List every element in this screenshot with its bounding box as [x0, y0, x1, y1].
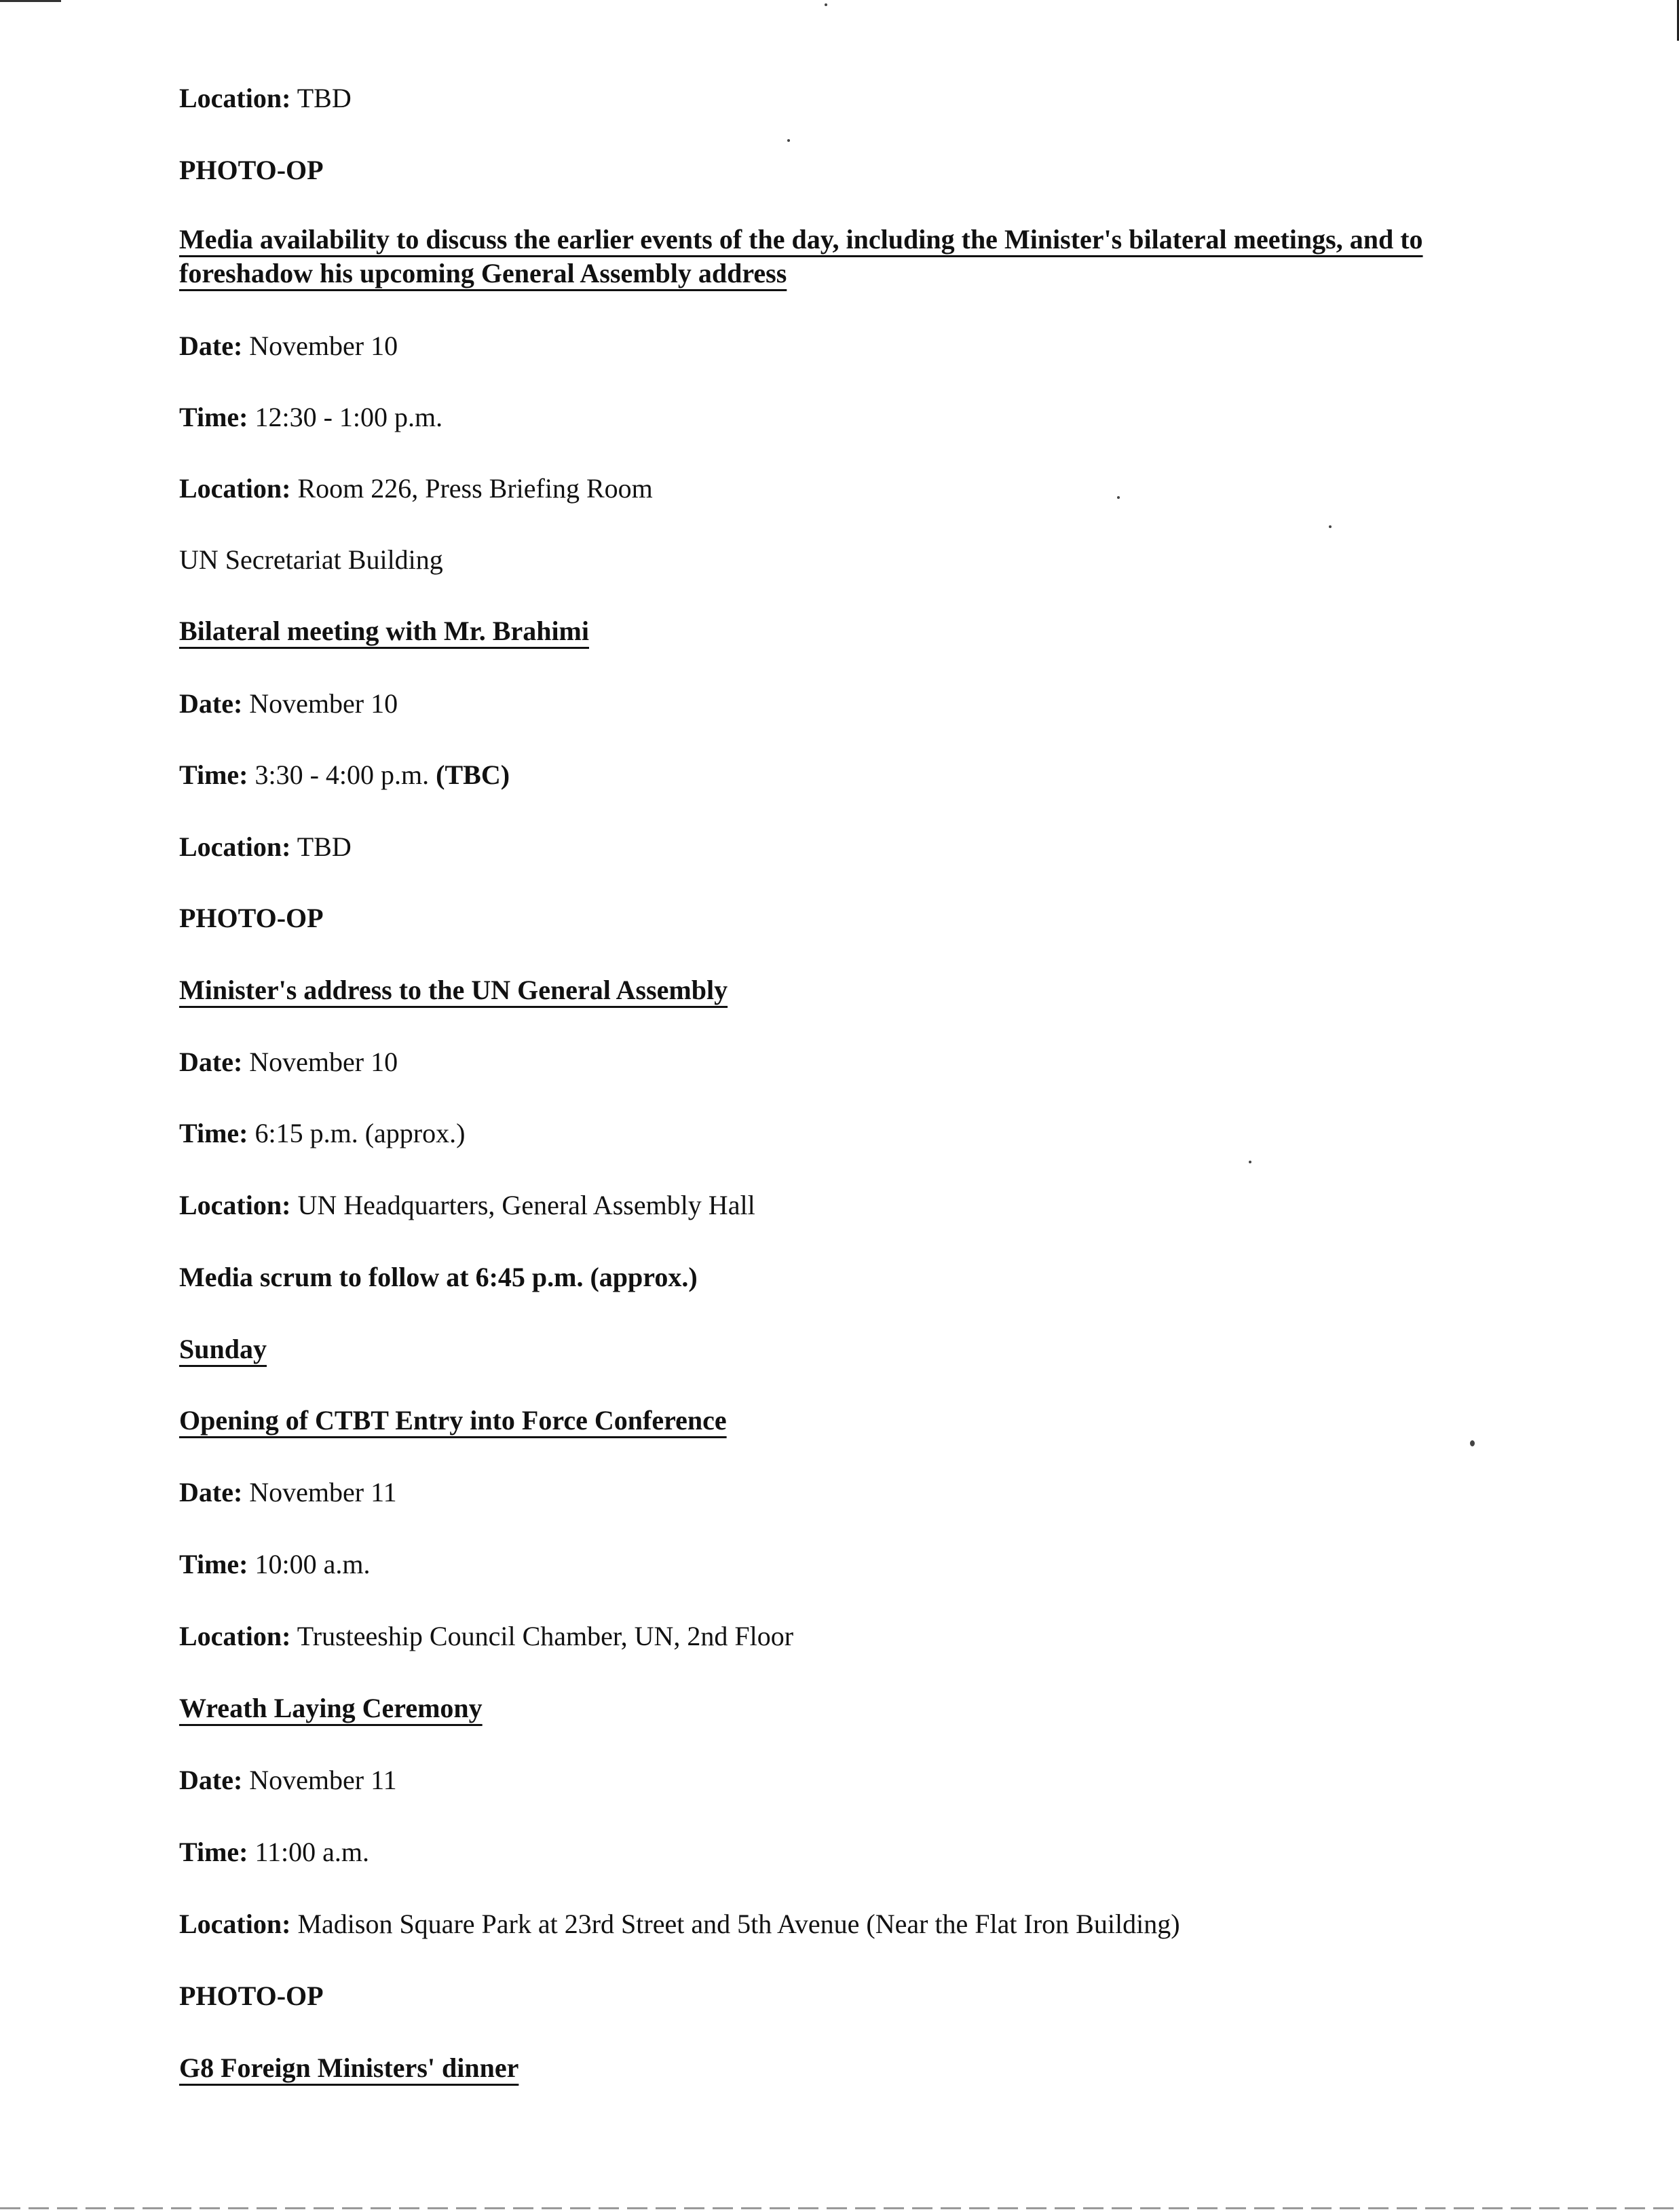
field-label: Time:	[179, 1118, 248, 1148]
field-value: TBD	[290, 831, 352, 862]
event-title-ctbt-conference: Opening of CTBT Entry into Force Conference	[179, 1405, 727, 1436]
scan-speck	[1329, 525, 1332, 528]
date-line	[179, 1045, 398, 1079]
time-line	[179, 1548, 370, 1581]
scan-speck	[1249, 1161, 1251, 1163]
date-line	[179, 1763, 397, 1797]
event-title-wreath-laying: Wreath Laying Ceremony	[179, 1693, 483, 1723]
date-line	[179, 687, 398, 721]
location-line	[179, 1188, 755, 1222]
location-line	[179, 830, 352, 864]
time-line	[179, 400, 442, 434]
scan-edge-mark	[0, 2207, 1679, 2209]
time-line	[179, 758, 510, 792]
field-value: 11:00 a.m.	[248, 1837, 369, 1867]
event-title-g8-dinner: G8 Foreign Ministers' dinner	[179, 2052, 519, 2083]
field-label: Location:	[179, 83, 291, 113]
location-line	[179, 1907, 1180, 1941]
field-value: Madison Square Park at 23rd Street and 5th Avenue (Near the Flat Iron Building)	[290, 1909, 1180, 1939]
field-value: Room 226, Press Briefing Room	[290, 473, 653, 504]
field-value: 12:30 - 1:00 p.m.	[248, 402, 443, 432]
scan-speck	[787, 139, 790, 142]
scan-edge-mark	[0, 0, 61, 2]
field-label: Location:	[179, 1190, 291, 1220]
field-label: Time:	[179, 402, 248, 432]
field-label: Date:	[179, 1047, 243, 1077]
field-value: November 10	[242, 1047, 398, 1077]
date-line	[179, 1476, 397, 1510]
time-line	[179, 1835, 369, 1869]
field-value: 3:30 - 4:00 p.m.	[248, 760, 436, 790]
tbc-note: (TBC)	[436, 760, 510, 790]
field-value: November 11	[242, 1477, 397, 1507]
field-label: Location:	[179, 1909, 291, 1939]
event-title-bilateral-meeting: Bilateral meeting with Mr. Brahimi	[179, 616, 589, 646]
location-line	[179, 1619, 793, 1653]
scan-speck	[825, 3, 827, 6]
field-value: UN Headquarters, General Assembly Hall	[290, 1190, 755, 1220]
scan-speck	[1470, 1440, 1475, 1446]
field-value: November 10	[242, 688, 398, 719]
field-label: Date:	[179, 688, 243, 719]
photo-op-heading: PHOTO-OP	[179, 1981, 324, 2011]
location-continuation: UN Secretariat Building	[179, 544, 443, 575]
field-value: November 10	[242, 331, 398, 361]
time-line	[179, 1117, 465, 1150]
field-value: 6:15 p.m. (approx.)	[248, 1118, 466, 1148]
date-line	[179, 329, 398, 363]
photo-op-heading: PHOTO-OP	[179, 155, 324, 185]
field-value: 10:00 a.m.	[248, 1549, 371, 1579]
field-label: Time:	[179, 760, 248, 790]
field-value: TBD	[290, 83, 352, 113]
event-title-ga-address: Minister's address to the UN General Assembly	[179, 975, 728, 1005]
field-label: Location:	[179, 831, 291, 862]
day-heading-sunday: Sunday	[179, 1334, 267, 1364]
field-label: Location:	[179, 473, 291, 504]
event-title-media-availability	[179, 223, 1489, 290]
field-label: Date:	[179, 331, 243, 361]
photo-op-heading: PHOTO-OP	[179, 903, 324, 933]
scan-speck	[1117, 496, 1120, 499]
media-scrum-note: Media scrum to follow at 6:45 p.m. (approx.)	[179, 1262, 698, 1292]
field-value: Trusteeship Council Chamber, UN, 2nd Floor	[290, 1621, 794, 1651]
event-title-text: Media availability to discuss the earlier events of the day, including the Minister's bilateral meetings, and to foreshadow his upcoming General Assembly address	[179, 224, 1423, 288]
field-label: Date:	[179, 1477, 243, 1507]
field-label: Time:	[179, 1549, 248, 1579]
field-label: Location:	[179, 1621, 291, 1651]
location-line	[179, 81, 352, 115]
field-label: Time:	[179, 1837, 248, 1867]
field-value: November 11	[242, 1765, 397, 1795]
field-label: Date:	[179, 1765, 243, 1795]
location-line	[179, 472, 653, 506]
